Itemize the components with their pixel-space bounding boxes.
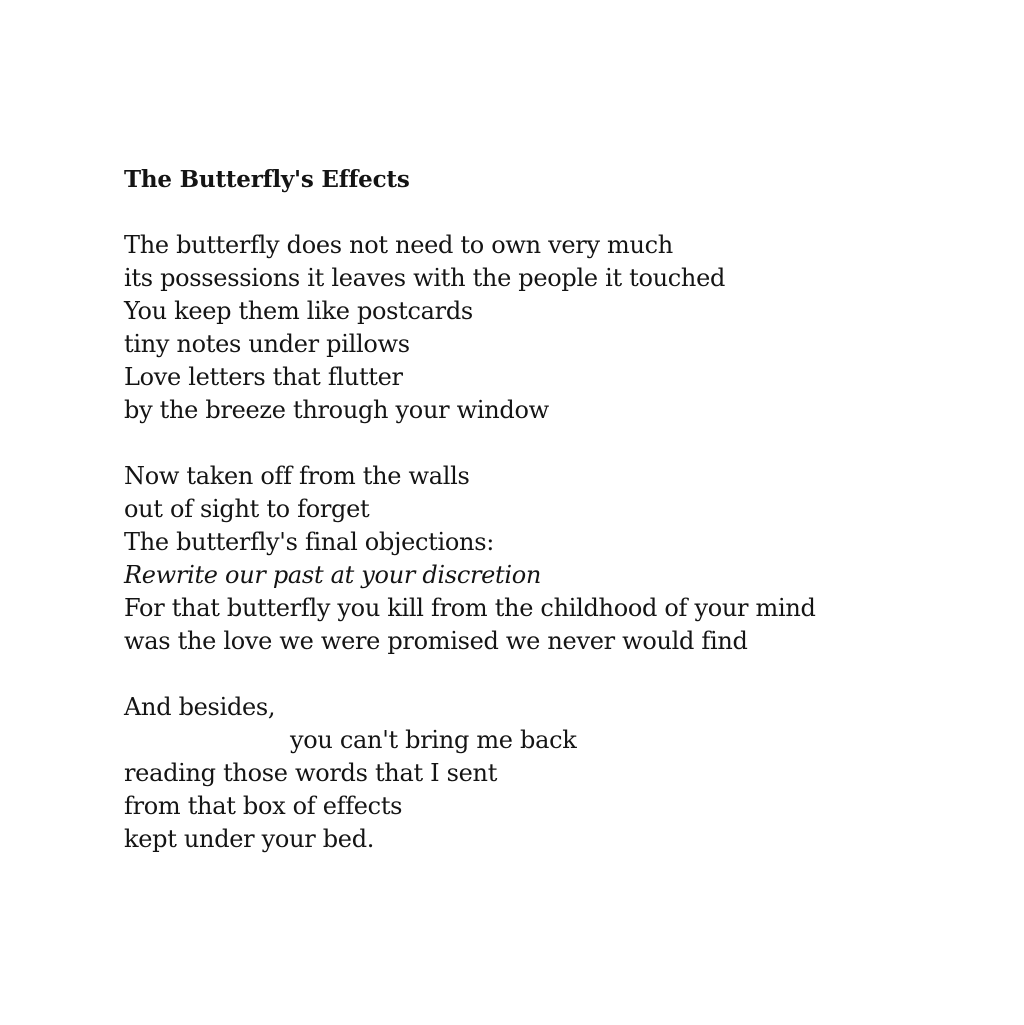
poem-line: reading those words that I sent — [124, 759, 498, 787]
poem-line: by the breeze through your window — [124, 396, 549, 424]
poem-line: out of sight to forget — [124, 495, 370, 523]
poem-line: from that box of effects — [124, 792, 403, 820]
poem-line: For that butterfly you kill from the childhood of your mind — [124, 594, 816, 622]
poem-line: kept under your bed. — [124, 825, 375, 853]
poem-title: The Butterfly's Effects — [124, 166, 410, 193]
stanza-3 — [124, 691, 984, 856]
poem-line: The butterfly's final objections: — [124, 528, 494, 556]
poem-line: You keep them like postcards — [124, 297, 473, 325]
stanza-2 — [124, 460, 984, 658]
poem-line: its possessions it leaves with the people it touched — [124, 264, 726, 292]
poem-line-indented: you can't bring me back — [290, 726, 577, 754]
poem-line: Love letters that flutter — [124, 363, 403, 391]
stanza-1 — [124, 229, 984, 427]
poem-line: tiny notes under pillows — [124, 330, 410, 358]
poem-line: Now taken off from the walls — [124, 462, 470, 490]
poem-line: The butterfly does not need to own very much — [124, 231, 673, 259]
poem-line: was the love we were promised we never would find — [124, 627, 748, 655]
poem-line-italic: Rewrite our past at your discretion — [124, 561, 542, 589]
poem — [124, 163, 984, 856]
poem-line: And besides, — [124, 693, 276, 721]
